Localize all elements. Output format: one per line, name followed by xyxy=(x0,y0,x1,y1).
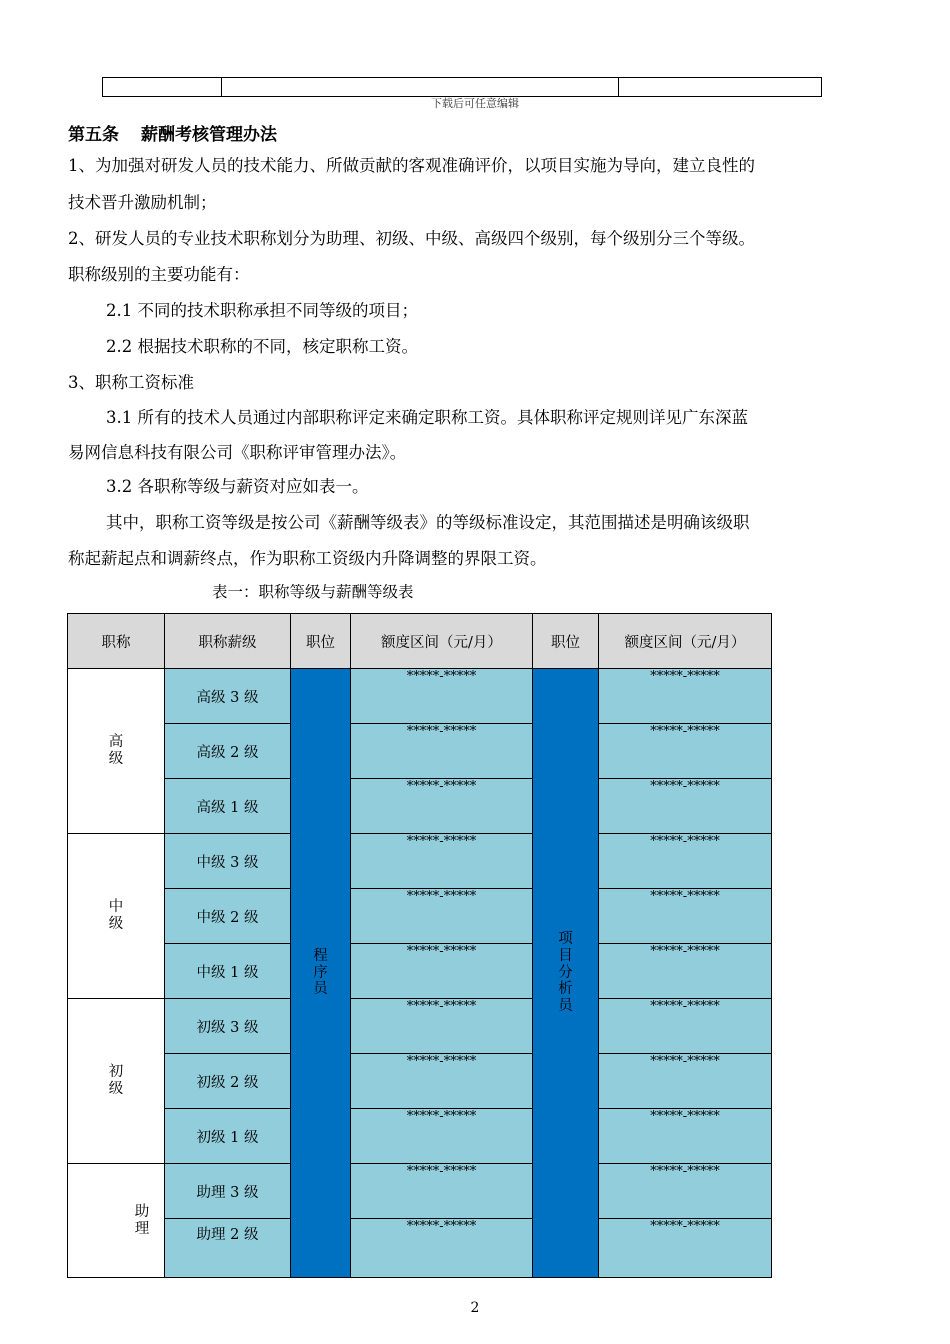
article-heading xyxy=(68,120,277,145)
range-cell: *****-***** xyxy=(599,1164,772,1219)
range-cell: *****-***** xyxy=(351,834,533,889)
range-cell: *****-***** xyxy=(599,1219,772,1278)
table-row xyxy=(68,834,772,889)
watermark-text: 下载后可任意编辑 xyxy=(431,97,519,110)
level-label: 中级 xyxy=(108,899,124,932)
range-cell: *****-***** xyxy=(351,1164,533,1219)
paragraph-1-line-1: 1、为加强对研发人员的技术能力、所做贡献的客观准确评价，以项目实施为导向，建立良性的 xyxy=(68,156,755,175)
paragraph-2-line-2: 职称级别的主要功能有： xyxy=(68,265,250,284)
item-3-2: 3.2 各职称等级与薪资对应如表一。 xyxy=(106,477,369,496)
table-row xyxy=(68,1219,772,1278)
table-row xyxy=(68,999,772,1054)
position-cell xyxy=(533,669,599,1278)
grade-cell: 中级 3 级 xyxy=(165,834,291,889)
paragraph-2-line-1: 2、研发人员的专业技术职称划分为助理、初级、中级、高级四个级别，每个级别分三个等级。 xyxy=(68,229,755,248)
header-title: 职称 xyxy=(68,614,165,669)
grade-cell: 高级 3 级 xyxy=(165,669,291,724)
empty-cell xyxy=(222,78,619,97)
level-cell xyxy=(68,999,165,1164)
item-2-1: 2.1 不同的技术职称承担不同等级的项目； xyxy=(106,301,418,320)
paragraph-4-line-2: 称起薪起点和调薪终点，作为职称工资级内升降调整的界限工资。 xyxy=(68,549,547,568)
item-2-2: 2.2 根据技术职称的不同，核定职称工资。 xyxy=(106,337,418,356)
range-cell: *****-***** xyxy=(351,999,533,1054)
header-range: 额度区间（元/月） xyxy=(599,614,772,669)
table-row xyxy=(68,944,772,999)
range-cell: *****-***** xyxy=(351,889,533,944)
table-caption: 表一：职称等级与薪酬等级表 xyxy=(212,583,414,601)
item-3-1-line-2: 易网信息科技有限公司《职称评审管理办法》。 xyxy=(68,443,407,462)
table-header-row xyxy=(68,614,772,669)
level-cell xyxy=(68,669,165,834)
range-cell: *****-***** xyxy=(599,1109,772,1164)
grade-cell: 高级 2 级 xyxy=(165,724,291,779)
empty-cell xyxy=(619,78,822,97)
range-cell: *****-***** xyxy=(351,669,533,724)
level-label: 助理 xyxy=(134,1203,150,1237)
header-position: 职位 xyxy=(291,614,351,669)
grade-cell: 初级 2 级 xyxy=(165,1054,291,1109)
range-cell: *****-***** xyxy=(599,724,772,779)
grade-cell: 初级 3 级 xyxy=(165,999,291,1054)
range-cell: *****-***** xyxy=(351,1219,533,1278)
range-cell: *****-***** xyxy=(599,944,772,999)
table-row xyxy=(68,1109,772,1164)
salary-grade-table xyxy=(67,613,772,1278)
table-row xyxy=(68,1164,772,1219)
level-label: 初级 xyxy=(108,1064,124,1097)
table-row xyxy=(68,724,772,779)
grade-cell: 中级 1 级 xyxy=(165,944,291,999)
table-row xyxy=(68,669,772,724)
header-position: 职位 xyxy=(533,614,599,669)
grade-cell: 助理 3 级 xyxy=(165,1164,291,1219)
table-row xyxy=(68,1054,772,1109)
range-cell: *****-***** xyxy=(351,779,533,834)
range-cell: *****-***** xyxy=(599,999,772,1054)
item-3-1-line-1: 3.1 所有的技术人员通过内部职称评定来确定职称工资。具体职称评定规则详见广东深蓝 xyxy=(106,408,748,427)
grade-cell: 助理 2 级 xyxy=(165,1219,291,1278)
header-grade: 职称薪级 xyxy=(165,614,291,669)
previous-table-bottom-row xyxy=(102,77,822,97)
level-label: 高级 xyxy=(108,734,124,767)
range-cell: *****-***** xyxy=(351,944,533,999)
range-cell: *****-***** xyxy=(351,724,533,779)
grade-cell: 中级 2 级 xyxy=(165,889,291,944)
range-cell: *****-***** xyxy=(351,1109,533,1164)
level-cell xyxy=(68,834,165,999)
table-row xyxy=(68,779,772,834)
range-cell: *****-***** xyxy=(351,1054,533,1109)
range-cell: *****-***** xyxy=(599,834,772,889)
level-cell xyxy=(68,1164,165,1278)
paragraph-3: 3、职称工资标准 xyxy=(68,373,194,392)
range-cell: *****-***** xyxy=(599,669,772,724)
grade-cell: 高级 1 级 xyxy=(165,779,291,834)
article-number: 第五条 xyxy=(68,125,119,145)
position-cell xyxy=(291,669,351,1278)
grade-cell: 初级 1 级 xyxy=(165,1109,291,1164)
position-label: 项目分析员 xyxy=(558,931,573,1014)
paragraph-4-line-1: 其中，职称工资等级是按公司《薪酬等级表》的等级标准设定，其范围描述是明确该级职 xyxy=(106,513,750,532)
page-number: 2 xyxy=(470,1300,480,1316)
empty-cell xyxy=(103,78,222,97)
range-cell: *****-***** xyxy=(599,779,772,834)
header-range: 额度区间（元/月） xyxy=(351,614,533,669)
article-title: 薪酬考核管理办法 xyxy=(141,125,277,145)
range-cell: *****-***** xyxy=(599,1054,772,1109)
range-cell: *****-***** xyxy=(599,889,772,944)
paragraph-1-line-2: 技术晋升激励机制； xyxy=(68,193,217,212)
position-label: 程序员 xyxy=(313,947,328,998)
table-row xyxy=(68,889,772,944)
